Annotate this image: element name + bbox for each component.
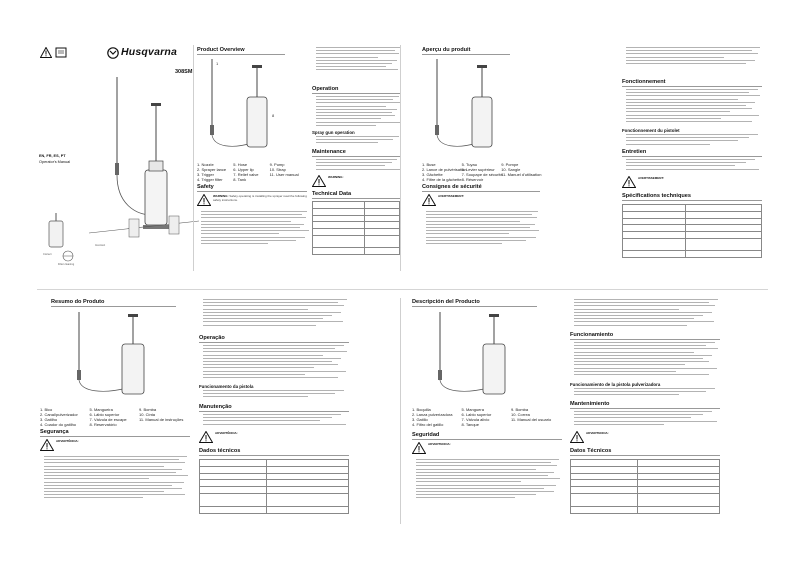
part-item: 10. Sangle [501, 167, 521, 172]
gun-title-es: Funcionamiento de la pistola pulverizadora [570, 382, 661, 387]
overview-title-fr: Aperçu du produit [422, 47, 471, 53]
gun-title-fr: Fonctionnement du pistolet [622, 128, 680, 133]
maint-warning-fr [622, 176, 762, 190]
tech-rule [570, 455, 720, 456]
svg-text:1: 1 [216, 61, 219, 66]
operation-title-pt: Operação [199, 335, 225, 341]
part-item: 4. Coador do gatilho [40, 422, 77, 427]
table-row [313, 235, 400, 247]
overview-rule [422, 54, 510, 55]
hand-pump-image [39, 213, 73, 253]
tech-rule [312, 198, 400, 199]
maint-title-en: Maintenance [312, 149, 346, 155]
overview-title-es: Descripción del Producto [412, 299, 480, 305]
table-row [623, 238, 762, 250]
safety-title-pt: Segurança [40, 429, 69, 435]
intro-text-es [570, 299, 720, 328]
table-row [623, 218, 762, 225]
function-rule [570, 339, 720, 340]
warning-icon [312, 175, 326, 187]
page-top-left [37, 41, 402, 275]
warning-icon [412, 442, 426, 454]
part-item: 4. Trigger filter [197, 177, 223, 182]
safety-title-fr: Consignes de sécurité [422, 184, 482, 190]
warning-box-fr [422, 194, 540, 208]
page-bottom-right [400, 294, 768, 528]
maint-warning-pt [199, 431, 349, 445]
operation-title-en: Operation [312, 86, 339, 92]
maint-rule [312, 156, 400, 157]
part-item: 4. Filtre de la gâchette [422, 177, 462, 182]
part-item: 7. Relief valve [233, 172, 259, 177]
warning-icon [197, 194, 211, 206]
safety-rule [422, 191, 540, 192]
intro-text-en [312, 47, 400, 73]
tech-rule [622, 200, 762, 201]
filter-image [59, 249, 77, 263]
fold-line [400, 298, 401, 524]
part-item: 6. Lábio superior [89, 412, 120, 417]
part-item: 10. Strap [269, 167, 286, 172]
table-row [571, 487, 720, 494]
tech-table-fr [622, 204, 762, 258]
maint-rule [622, 156, 762, 157]
table-row [571, 480, 720, 487]
part-item: 8. Tank [233, 177, 247, 182]
safety-text-es [412, 459, 562, 500]
page-divider [37, 289, 768, 290]
maint-title-fr: Entretien [622, 149, 647, 155]
part-item: 9. Pump [269, 162, 285, 167]
operation-rule [199, 342, 349, 343]
tech-table-es [570, 459, 720, 514]
operation-text-pt [199, 345, 349, 380]
table-row [313, 215, 400, 222]
correct-caption: Correct [43, 253, 52, 256]
intro-text-fr [622, 47, 762, 66]
spray-title-en: Spray gun operation [312, 130, 355, 135]
parts-list-fr [422, 162, 542, 182]
table-row [200, 460, 349, 467]
safety-text-pt [40, 456, 190, 501]
function-title-fr: Fonctionnement [622, 79, 666, 85]
table-row [313, 222, 400, 229]
part-item: 7. Soupape de sécurité [461, 172, 503, 177]
table-row [571, 493, 720, 506]
page-top-right [400, 41, 768, 275]
wrong-caption: Incorrect [95, 244, 106, 247]
part-item: 5. Tuyau [461, 162, 477, 167]
cover-divider [193, 45, 194, 271]
part-item: 11. Manual del usuario [511, 417, 552, 422]
part-item: 11. User manual [269, 172, 299, 177]
table-row [623, 232, 762, 239]
spray-text-en [312, 136, 400, 146]
overview-diagram-pt [67, 310, 167, 402]
part-item: 8. Reservatório [89, 422, 117, 427]
overview-rule [412, 306, 537, 307]
maint-warning-en [312, 175, 400, 187]
maint-text-en [312, 159, 400, 172]
table-row [313, 208, 400, 215]
tech-table-en [312, 201, 400, 255]
warning-label: AVERTISSEMENT: [438, 194, 464, 198]
table-row [571, 460, 720, 467]
table-row [623, 250, 762, 257]
intro-text-pt [199, 299, 349, 328]
tech-table-pt [199, 459, 349, 514]
tech-title-pt: Dados técnicos [199, 448, 241, 454]
maint-text-es [570, 411, 720, 427]
warning-icon [199, 431, 213, 443]
function-rule [622, 86, 762, 87]
part-item: 5. Manguera [461, 407, 484, 412]
table-row [313, 247, 400, 254]
tech-rule [199, 455, 349, 456]
maint-warning-es [570, 431, 720, 445]
gun-text-fr [622, 134, 762, 147]
part-item: 6. Levier supérieur [461, 167, 495, 172]
part-item: 8. Tanque [461, 422, 479, 427]
warning-label: WARNING: [213, 194, 229, 198]
part-item: 7. Válvula alivio [461, 417, 490, 422]
gun-text-es [570, 388, 720, 398]
model-name: 308SM [175, 69, 193, 75]
part-item: 6. Labio superior [461, 412, 492, 417]
warning-icon [40, 439, 54, 451]
overview-rule [197, 54, 285, 55]
part-item: 2. Lance de pulvérisation [422, 167, 467, 172]
read-manual-icon [55, 47, 67, 58]
table-row [623, 205, 762, 212]
part-item: 4. Filtro del gatillo [412, 422, 444, 427]
table-row [200, 466, 349, 473]
part-item: 8. Réservoir [461, 177, 484, 182]
overview-diagram-fr [427, 57, 512, 157]
svg-text:8: 8 [272, 113, 275, 118]
table-row [623, 225, 762, 232]
table-row [200, 487, 349, 494]
part-item: 5. Hose [233, 162, 248, 167]
part-item: 9. Bomba [511, 407, 529, 412]
parts-list-pt [40, 407, 190, 427]
safety-text-en [197, 211, 309, 246]
usage-diagram-image [89, 213, 199, 243]
tech-title-fr: Spécifications techniques [622, 193, 692, 199]
part-item: 5. Mangueira [89, 407, 113, 412]
operation-text-en [312, 96, 400, 128]
part-item: 9. Bomba [139, 407, 157, 412]
table-row [571, 473, 720, 480]
warning-icon [570, 431, 584, 443]
part-item: 10. Correa [511, 412, 530, 417]
part-item: 3. Gâchette [422, 172, 443, 177]
warning-label: ADVERTENCIA: [586, 431, 609, 435]
overview-title-en: Product Overview [197, 47, 245, 53]
operation-rule [312, 93, 400, 94]
brand-name: Husqvarna [121, 46, 178, 58]
part-item: 1. Nozzle [197, 162, 214, 167]
table-row [313, 202, 400, 209]
warning-box-pt [40, 439, 190, 453]
safety-rule [412, 439, 562, 440]
manual-label: Operator's Manual [39, 160, 71, 164]
warning-triangle-icon [40, 47, 52, 58]
table-row [200, 480, 349, 487]
table-row [200, 506, 349, 513]
page-bottom-left [37, 294, 402, 528]
table-row [571, 506, 720, 513]
safety-text-fr [422, 211, 540, 246]
warning-icon [622, 176, 636, 188]
warning-label: ADVERTENCIA: [428, 442, 451, 446]
parts-list-en [197, 162, 307, 182]
part-item: 3. Gatilho [40, 417, 58, 422]
maint-rule [570, 408, 720, 409]
husqvarna-logo-icon [107, 47, 119, 59]
overview-title-pt: Resumo do Produto [51, 299, 105, 305]
part-item: 1. Buse [422, 162, 436, 167]
part-item: 2. Sprayer lance [197, 167, 227, 172]
table-row [200, 493, 349, 506]
warning-icon [422, 194, 436, 206]
languages: EN, FR, ES, PT [39, 154, 66, 158]
part-item: 2. Canal/pulverizador [40, 412, 78, 417]
function-title-es: Funcionamiento [570, 332, 614, 338]
parts-list-es [412, 407, 562, 427]
maint-title-pt: Manutenção [199, 404, 232, 410]
table-row [571, 466, 720, 473]
tech-title-en: Technical Data [312, 191, 352, 197]
safety-title-es: Seguridad [412, 432, 440, 438]
safety-title-en: Safety [197, 184, 214, 190]
warning-box-en [197, 194, 309, 208]
part-item: 11. Manuel d'utilisation [501, 172, 542, 177]
safety-rule [197, 191, 307, 192]
gun-title-pt: Funcionamento da pistola [199, 384, 254, 389]
warning-text: Safety operating is installing the sprayer read the following safety instructions. [213, 194, 307, 202]
part-item: 3. Gatillo [412, 417, 428, 422]
warning-label: ADVERTÊNCIA: [215, 431, 238, 435]
function-text-fr [622, 89, 762, 124]
cover-thumbnails [39, 213, 204, 273]
part-item: 3. Trigger [197, 172, 214, 177]
filter-caption: Filter cleaning [58, 263, 75, 266]
part-item: 2. Lanza pulverizadora [412, 412, 453, 417]
table-row [623, 211, 762, 218]
gun-text-pt [199, 390, 349, 400]
maint-title-es: Mantenimiento [570, 401, 610, 407]
part-item: 11. Manual de instruções [139, 417, 184, 422]
part-item: 7. Válvula de escape [89, 417, 127, 422]
part-item: 10. Cinta [139, 412, 156, 417]
maint-text-fr [622, 159, 762, 172]
function-text-es [570, 342, 720, 377]
warning-box-es [412, 442, 562, 456]
fold-line [400, 45, 401, 271]
safety-rule [40, 436, 190, 437]
part-item: 1. Boquilla [412, 407, 431, 412]
table-row [313, 229, 400, 236]
table-row [200, 473, 349, 480]
warning-label: AVERTISSEMENT: [638, 176, 664, 180]
maint-text-pt [199, 414, 349, 427]
overview-diagram-en [202, 57, 287, 157]
tech-title-es: Datos Técnicos [570, 448, 612, 454]
maint-rule [199, 411, 349, 412]
part-item: 9. Pompe [501, 162, 519, 167]
overview-rule [51, 306, 176, 307]
part-item: 1. Bico [40, 407, 53, 412]
part-item: 6. Upper lip [233, 167, 254, 172]
overview-diagram-es [428, 310, 528, 402]
warning-label: WARNING: [328, 175, 344, 179]
warning-label: ADVERTÊNCIA: [56, 439, 79, 443]
